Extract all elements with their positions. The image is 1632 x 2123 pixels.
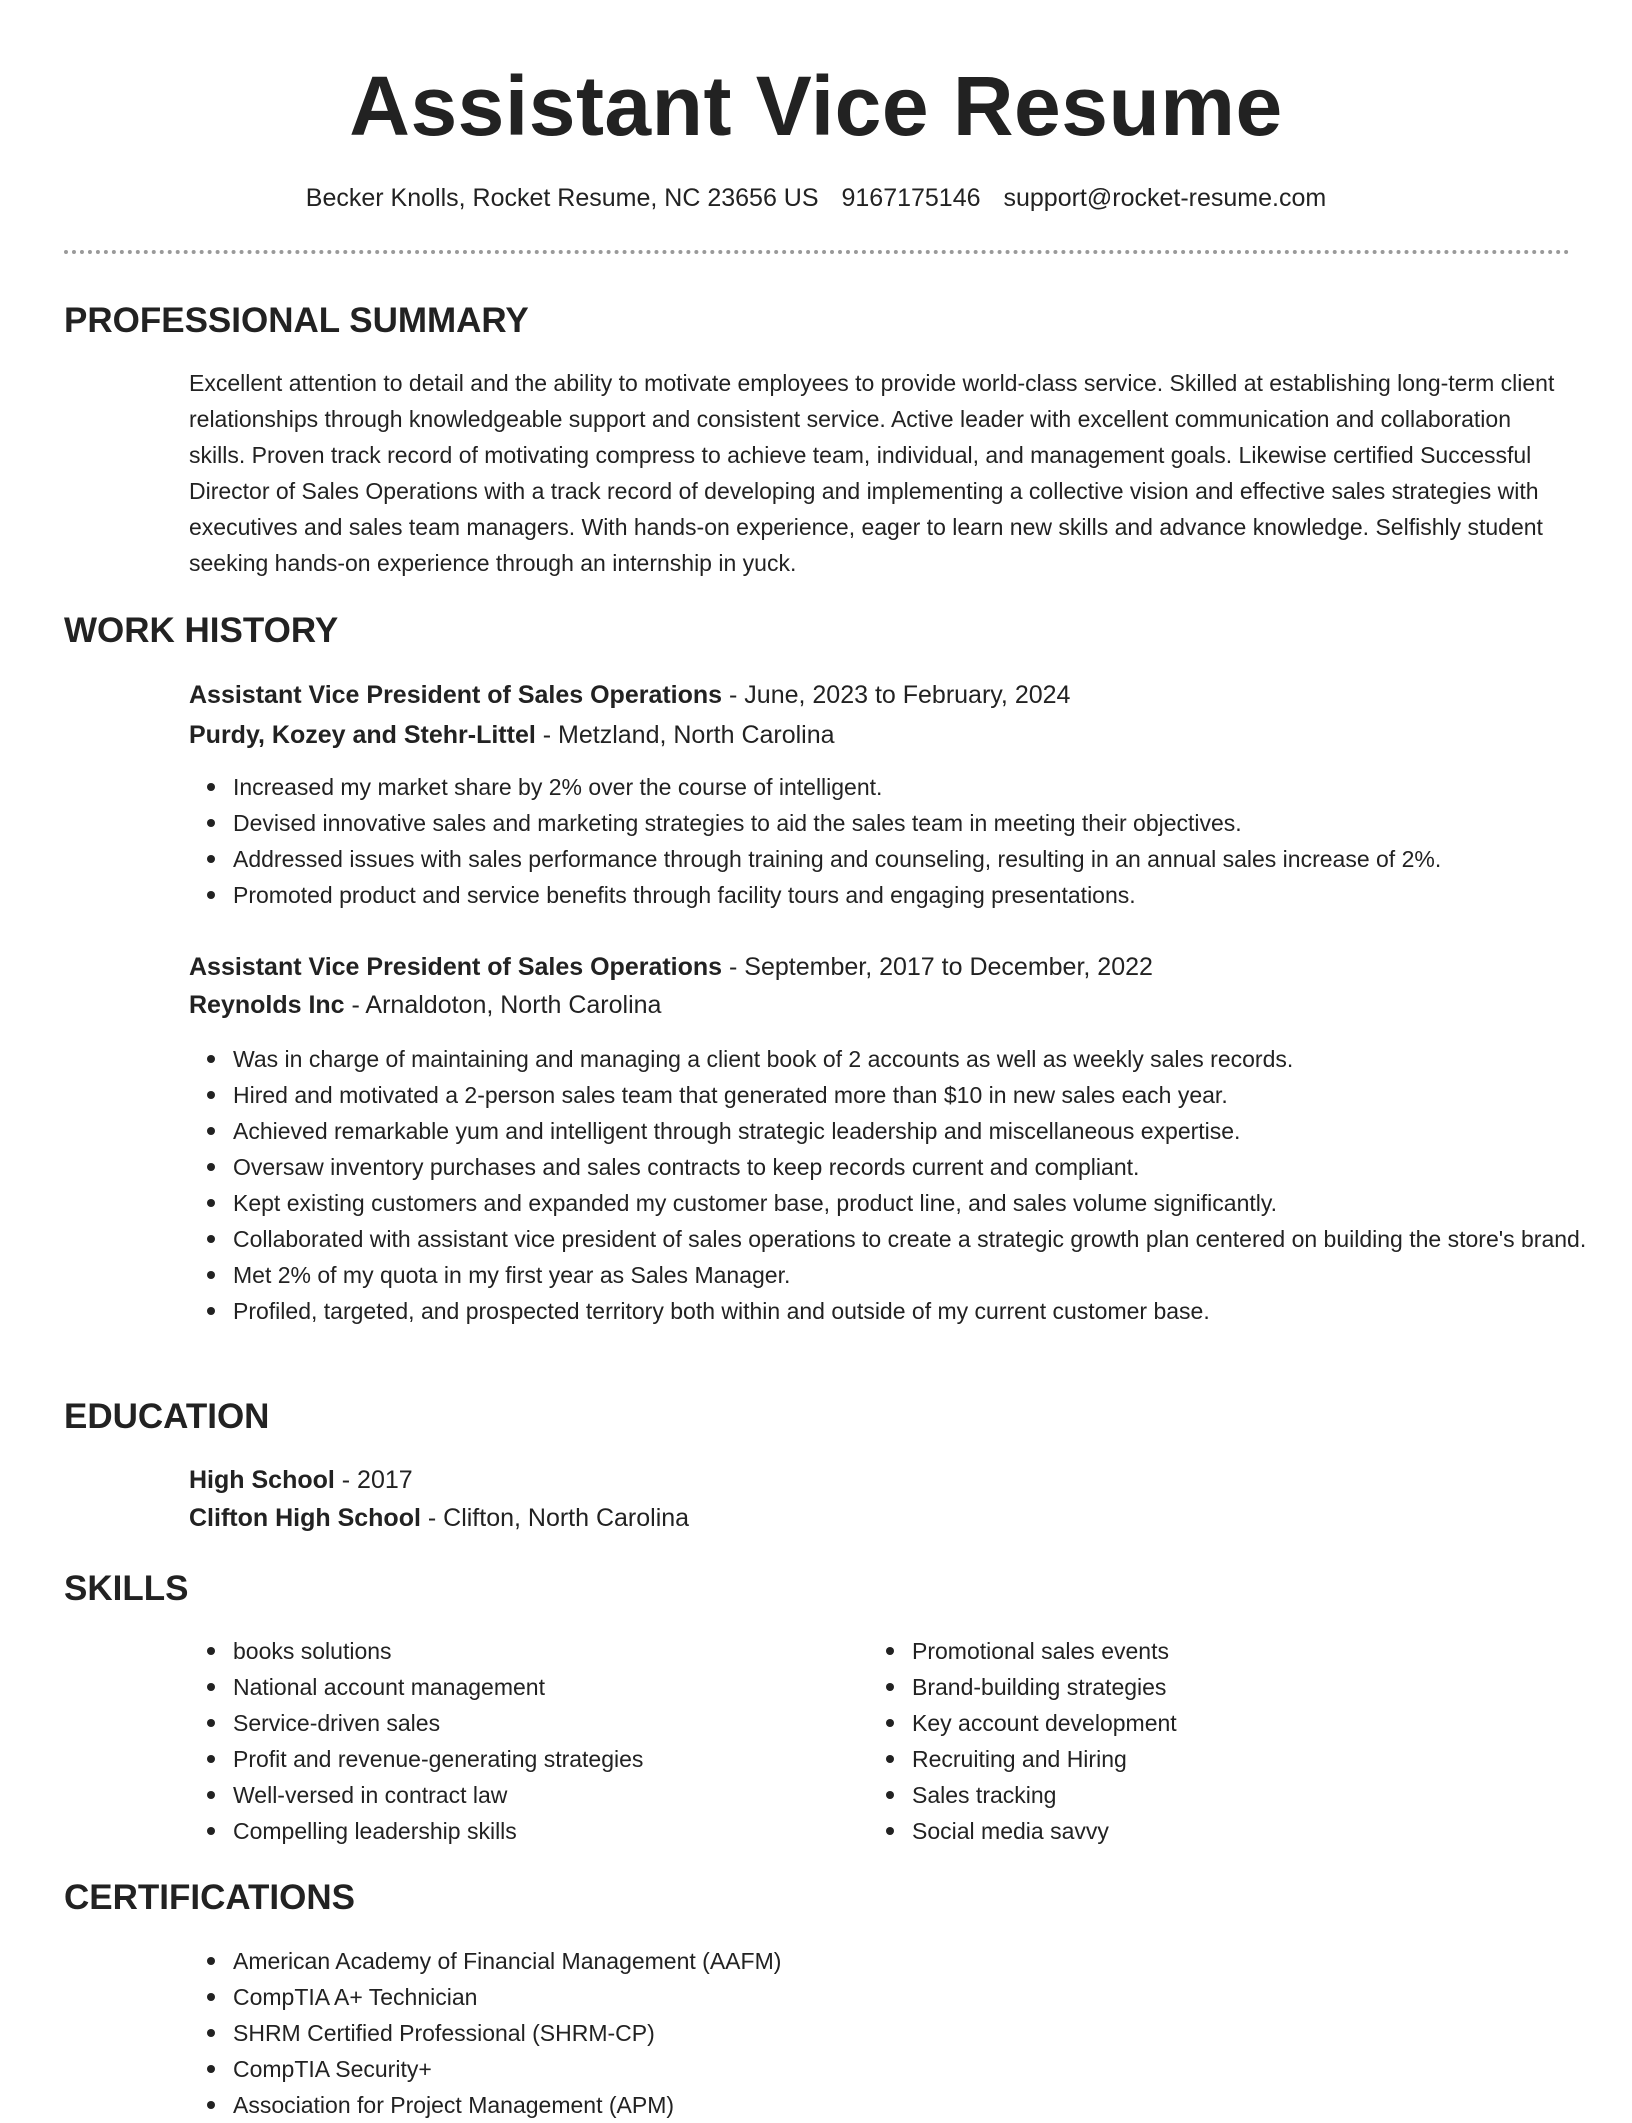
list-item: Addressed issues with sales performance through training and counseling, resulting in an annual sales increase of 2%. [233,841,1623,877]
list-item: Key account development [912,1705,1632,1741]
list-item: books solutions [233,1633,1623,1669]
skills-heading: SKILLS [64,1569,189,1608]
list-item: Collaborated with assistant vice president of sales operations to create a strategic growth plan centered on building the store's brand. [233,1221,1623,1257]
list-item: American Academy of Financial Management (AAFM) [233,1943,1623,1979]
job-1-dates: - June, 2023 to February, 2024 [722,681,1071,709]
header-divider [64,250,1570,254]
certifications-list [189,1943,1623,2123]
contact-line [0,180,1632,216]
education-heading: EDUCATION [64,1397,270,1436]
list-item: Kept existing customers and expanded my customer base, product line, and sales volume significantly. [233,1185,1623,1221]
list-item: Profiled, targeted, and prospected territory both within and outside of my current customer base. [233,1293,1623,1329]
education-school: Clifton High School [189,1504,421,1532]
contact-address: Becker Knolls, Rocket Resume, NC 23656 US [305,184,819,212]
job-2-dates: - September, 2017 to December, 2022 [722,953,1153,981]
list-item: CompTIA Security+ [233,2051,1623,2087]
job-2-role: Assistant Vice President of Sales Operations [189,953,723,981]
education-degree: High School [189,1466,335,1494]
list-item: Hired and motivated a 2-person sales team that generated more than $10 in new sales each year. [233,1077,1623,1113]
list-item: Oversaw inventory purchases and sales contracts to keep records current and compliant. [233,1149,1623,1185]
education-school-line [189,1500,689,1536]
list-item: CompTIA A+ Technician [233,1979,1623,2015]
list-item: Profit and revenue-generating strategies [233,1741,1623,1777]
work-history-heading: WORK HISTORY [64,611,339,650]
contact-phone: 9167175146 [841,184,981,212]
job-1-title-line [189,677,1070,713]
job-2-company-line [189,987,661,1023]
summary-text: Excellent attention to detail and the ability to motivate employees to provide world-class service. Skilled at establishing long-term client relationships through knowledgeable support and consistent service. Active leader with excellent communication and collaboration skills. Proven track record of motivating compress to achieve team, individual, and management goals. Likewise certified Successful Director of Sales Operations with a track record of developing and implementing a collective vision and effective sales strategies with executives and sales team managers. With hands-on experience, eager to learn new skills and advance knowledge. Selfishly student seeking hands-on experience through an internship in yuck. [189,370,1555,576]
job-2-location: - Arnaldoton, North Carolina [344,991,662,1019]
list-item: Devised innovative sales and marketing strategies to aid the sales team in meeting their objectives. [233,805,1623,841]
skills-list-right [868,1633,1632,1849]
summary-heading: PROFESSIONAL SUMMARY [64,301,529,340]
list-item: Promotional sales events [912,1633,1632,1669]
list-item: Service-driven sales [233,1705,1623,1741]
job-1-company: Purdy, Kozey and Stehr-Littel [189,721,536,749]
list-item: National account management [233,1669,1623,1705]
list-item: Met 2% of my quota in my first year as Sales Manager. [233,1257,1623,1293]
list-item: Recruiting and Hiring [912,1741,1632,1777]
certifications-heading: CERTIFICATIONS [64,1878,356,1917]
list-item: Was in charge of maintaining and managing a client book of 2 accounts as well as weekly sales records. [233,1041,1623,1077]
list-item: Association for Project Management (APM) [233,2087,1623,2123]
education-location: - Clifton, North Carolina [420,1504,690,1532]
list-item: Increased my market share by 2% over the course of intelligent. [233,769,1623,805]
job-2-title-line [189,949,1153,985]
job-1-role: Assistant Vice President of Sales Operations [189,681,723,709]
list-item: Social media savvy [912,1813,1632,1849]
education-degree-line [189,1462,413,1498]
list-item: Well-versed in contract law [233,1777,1623,1813]
resume-name: Assistant Vice Resume [349,59,1283,153]
list-item: Achieved remarkable yum and intelligent through strategic leadership and miscellaneous expertise. [233,1113,1623,1149]
list-item: Sales tracking [912,1777,1632,1813]
list-item: Compelling leadership skills [233,1813,1623,1849]
job-1-location: - Metzland, North Carolina [535,721,835,749]
list-item: Brand-building strategies [912,1669,1632,1705]
education-year: - 2017 [334,1466,413,1494]
list-item: SHRM Certified Professional (SHRM-CP) [233,2015,1623,2051]
job-2-company: Reynolds Inc [189,991,345,1019]
job-2-bullets [189,1041,1623,1329]
job-1-bullets [189,769,1623,913]
contact-email: support@rocket-resume.com [1003,184,1327,212]
job-1-company-line [189,717,835,753]
list-item: Promoted product and service benefits through facility tours and engaging presentations. [233,877,1623,913]
